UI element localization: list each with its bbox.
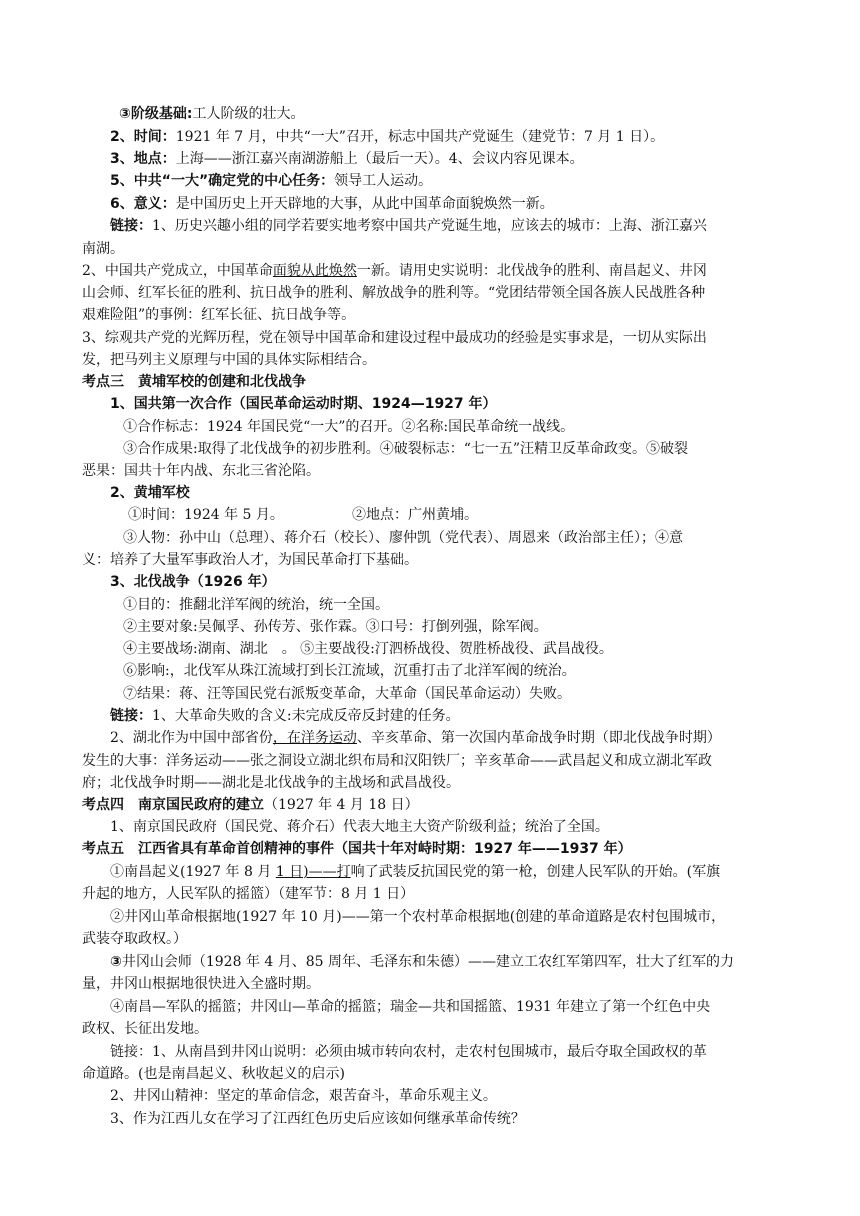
underlined-text: 面貌从此焕然 xyxy=(272,263,357,279)
text-line: ①目的：推翻北洋军阀的统治，统一全国。 xyxy=(123,597,389,613)
text-line: 3、综观共产党的光辉历程，党在领导中国革命和建设过程中最成功的经验是实事求是，一切从实际出 xyxy=(82,330,707,346)
text-span: 井冈山会师（1928 年 4 月、85 周年、毛泽东和朱德）——建立工农红军第四军，壮大了红军的力 xyxy=(121,954,735,970)
text-span: 上海——浙江嘉兴南湖游船上（最后一天）。4、会议内容见课本。 xyxy=(175,151,584,167)
text-line: 山会师、红军长征的胜利、抗日战争的胜利、解放战争的胜利等。“党团结带领全国各族人民战胜各种 xyxy=(82,285,706,301)
text-span: （1927 年 4 月 18 日） xyxy=(264,797,419,813)
text-span: 一新。请用史实说明：北伐战争的胜利、南昌起义、井冈 xyxy=(356,263,707,279)
bold-label: ③ xyxy=(110,954,122,970)
text-line xyxy=(110,193,554,215)
text-line: 政权、长征出发地。 xyxy=(82,1021,208,1037)
text-span: 2、中国共产党成立，中国革命 xyxy=(82,263,273,279)
underlined-text: ，在洋务运动 xyxy=(272,730,357,746)
text-line: 武装夺取政权。） xyxy=(82,931,187,947)
bold-label: 6、意义： xyxy=(110,196,176,212)
subsection-heading: 2、黄埔军校 xyxy=(110,485,190,501)
text-line: ②井冈山革命根据地(1927 年 10 月)——第一个农村革命根据地(创建的革命道路是农村包围城市， xyxy=(110,909,726,925)
text-line: 发生的大事：洋务运动——张之洞设立湖北织布局和汉阳铁厂；辛亥革命——武昌起义和成立湖北军政 xyxy=(82,753,712,769)
text-line: ②地点：广州黄埔。 xyxy=(352,507,478,523)
text-line: ④南昌—军队的摇篮；井冈山—革命的摇篮；瑞金—共和国摇篮、1931 年建立了第一个红色中央 xyxy=(110,999,711,1015)
text-line: ③合作成果:取得了北伐战争的初步胜利。④破裂标志：“七一五”汪精卫反革命政变。⑤破裂 xyxy=(123,441,689,457)
bold-label: 3、地点： xyxy=(110,151,176,167)
text-span: 工人阶级的壮大。 xyxy=(192,106,305,122)
text-line xyxy=(110,951,734,973)
text-line xyxy=(110,861,720,883)
text-line xyxy=(82,794,419,816)
text-line: 1、南京国民政府（国民党、蒋介石）代表大地主大资产阶级利益；统治了全国。 xyxy=(110,819,609,835)
text-line: 恶果：国共十年内战、东北三省沦陷。 xyxy=(82,463,320,479)
bold-label: ③阶级基础: xyxy=(119,106,193,122)
text-span: 响了武装反抗国民党的第一枪，创建人民军队的开始。(军旗 xyxy=(350,864,721,880)
text-span: 2、湖北作为中国中部省份 xyxy=(110,730,273,746)
text-span: 1921 年 7 月，中共“一大”召开，标志中国共产党诞生（建党节：7 月 1 日）。 xyxy=(175,129,665,145)
text-line: 3、作为江西儿女在学习了江西红色历史后应该如何继承革命传统？ xyxy=(110,1111,525,1127)
subsection-heading: 1、国共第一次合作（国民革命运动时期、1924—1927 年） xyxy=(110,396,497,412)
text-line: ②主要对象:吴佩孚、孙传芳、张作霖。③口号：打倒列强，除军阀。 xyxy=(123,619,548,635)
text-span: 是中国历史上开天辟地的大事，从此中国革命面貌焕然一新。 xyxy=(175,196,554,212)
text-line: 义：培养了大量军事政治人才，为国民革命打下基础。 xyxy=(82,552,418,568)
text-span: ①南昌起义(1927 年 8 月 xyxy=(110,864,276,880)
text-line: 量，井冈山根据地很快进入全盛时期。 xyxy=(82,976,320,992)
bold-label: 链接： xyxy=(110,708,152,724)
text-line: ①时间：1924 年 5 月。 xyxy=(128,507,284,523)
section-heading: 考点三 黄埔军校的创建和北伐战争 xyxy=(82,374,306,390)
text-line: 升起的地方，人民军队的摇篮）（建军节：8 月 1 日） xyxy=(82,886,415,902)
bold-label: 链接： xyxy=(110,218,152,234)
text-line: 府；北伐战争时期——湖北是北伐战争的主战场和武昌战役。 xyxy=(82,775,460,791)
text-line: 艰难险阻”的事例：红军长征、抗日战争等。 xyxy=(82,307,356,323)
text-line: ④主要战场:湖南、湖北 。 ⑤主要战役:汀泗桥战役、贺胜桥战役、武昌战役。 xyxy=(123,641,613,657)
text-line: 南湖。 xyxy=(82,241,124,257)
text-line xyxy=(110,727,721,749)
text-line: ③人物：孙中山（总理）、蒋介石（校长）、廖仲凯（党代表）、周恩来（政治部主任）；④意 xyxy=(123,530,683,546)
bold-label: 2、时间： xyxy=(110,129,176,145)
text-line xyxy=(110,170,432,192)
text-line xyxy=(110,148,584,170)
text-line: ①合作标志：1924 年国民党“一大”的召开。②名称:国民革命统一战线。 xyxy=(123,419,575,435)
text-line xyxy=(110,705,460,727)
text-line xyxy=(82,260,707,282)
text-line: 发，把马列主义原理与中国的具体实际相结合。 xyxy=(82,352,376,368)
text-line: ⑦结果：蒋、汪等国民党右派叛变革命，大革命（国民革命运动）失败。 xyxy=(123,686,571,702)
text-span: 领导工人运动。 xyxy=(334,173,433,189)
text-line xyxy=(110,126,664,148)
text-span: 、辛亥革命、第一次国内革命战争时期（即北伐战争时期） xyxy=(356,730,721,746)
underlined-text: 1 日)——打 xyxy=(275,864,351,880)
text-line: 2、井冈山精神：坚定的革命信念，艰苦奋斗，革命乐观主义。 xyxy=(110,1088,497,1104)
text-line xyxy=(119,103,304,125)
text-line: 链接：1、从南昌到井冈山说明：必须由城市转向农村，走农村包围城市，最后夺取全国政权的革 xyxy=(110,1044,707,1060)
section-heading: 考点五 江西省具有革命首创精神的事件（国共十年对峙时期：1927 年——1937 年） xyxy=(82,841,632,857)
text-span: 1、历史兴趣小组的同学若要实地考察中国共产党诞生地，应该去的城市：上海、浙江嘉兴 xyxy=(152,218,707,234)
text-span: 1、大革命失败的含义:未完成反帝反封建的任务。 xyxy=(152,708,460,724)
section-heading: 考点四 南京国民政府的建立 xyxy=(82,797,264,813)
text-line: ⑥影响:，北伐军从珠江流域打到长江流域，沉重打击了北洋军阀的统治。 xyxy=(123,663,576,679)
text-line: 命道路。(也是南昌起义、秋收起义的启示) xyxy=(82,1066,345,1082)
text-line xyxy=(110,215,707,237)
bold-label: 5、中共“一大”确定党的中心任务： xyxy=(110,173,335,189)
subsection-heading: 3、北伐战争（1926 年） xyxy=(110,574,276,590)
